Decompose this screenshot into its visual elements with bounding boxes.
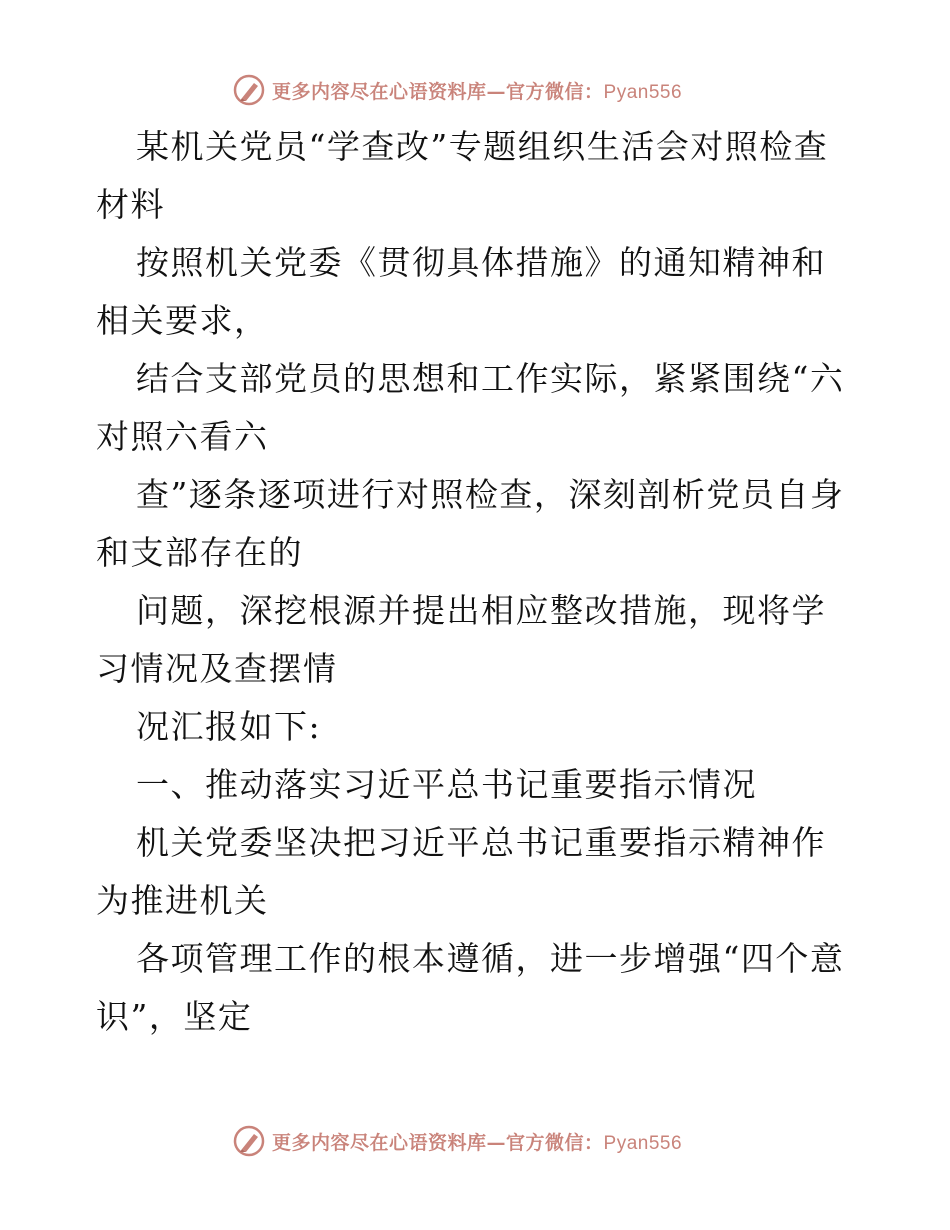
body-paragraph: 各项管理工作的根本遵循，进一步增强“四个意识”，坚定 [96,939,845,1036]
watermark-header [232,73,682,107]
watermark-footer [232,1124,682,1158]
body-paragraph: 结合支部党员的思想和工作实际，紧紧围绕“六对照六看六 [96,359,845,456]
body-paragraph: 机关党委坚决把习近平总书记重要指示精神作为推进机关 [96,823,826,920]
watermark-text: 更多内容尽在心语资料库—官方微信：Pyan556 [272,1131,683,1154]
watermark-text: 更多内容尽在心语资料库—官方微信：Pyan556 [272,80,683,103]
document-body [96,118,856,1046]
body-paragraph: 按照机关党委《贯彻具体措施》的通知精神和相关要求， [96,243,826,340]
body-paragraph: 查”逐条逐项进行对照检查，深刻剖析党员自身和支部存在的 [96,475,845,572]
pen-logo-icon [232,73,266,107]
pen-logo-icon [232,1124,266,1158]
document-title: 某机关党员“学查改”专题组织生活会对照检查材料 [96,127,829,224]
body-paragraph: 问题，深挖根源并提出相应整改措施，现将学习情况及查摆情 [96,591,826,688]
section-heading: 一、推动落实习近平总书记重要指示情况 [136,765,757,804]
body-paragraph: 况汇报如下: [136,707,322,746]
